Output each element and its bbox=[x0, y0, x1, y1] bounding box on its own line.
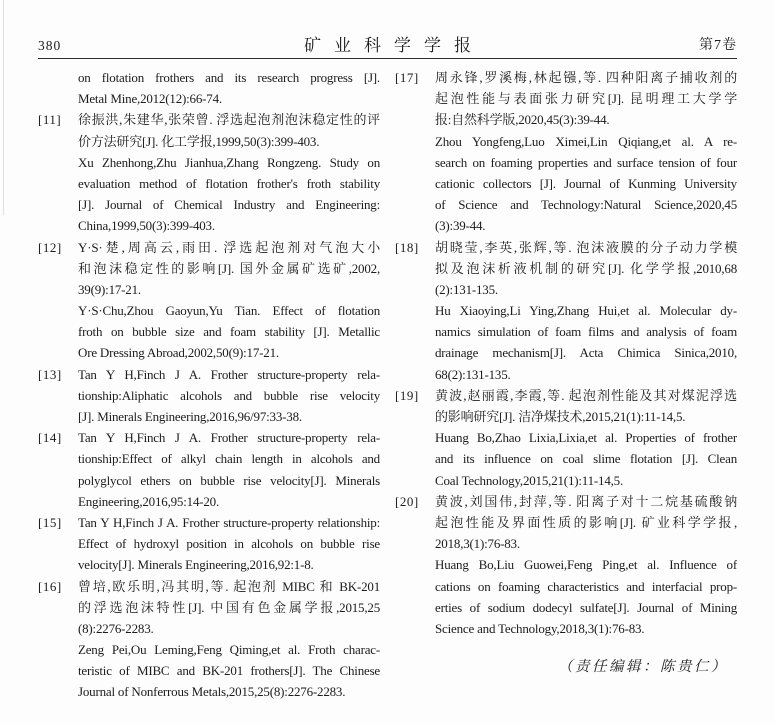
reference-line: 的影响研究[J]. 洁净煤技术,2015,21(1):11-14,5. bbox=[435, 409, 686, 424]
reference-line: search on foaming properties and surface tension of four bbox=[435, 154, 737, 170]
reference-line: cationic collectors [J]. Journal of Kunming University bbox=[435, 175, 737, 191]
reference-line: 39(9):17-21. bbox=[78, 281, 141, 297]
reference-line: of Science and Technology:Natural Science,2020,45 bbox=[435, 197, 737, 213]
reference-line: Coal Technology,2015,21(1):11-14,5. bbox=[435, 472, 624, 488]
reference-entry bbox=[38, 109, 380, 236]
reference-line: polyglycol ethers on bubble rise velocity[J]. Minerals bbox=[78, 472, 380, 488]
reference-line: 拟及泡沫析液机制的研究[J]. 化学学报,2010,68 bbox=[435, 260, 737, 276]
reference-line: Ore Dressing Abroad,2002,50(9):17-21. bbox=[78, 345, 279, 361]
reference-number: [12] bbox=[38, 239, 62, 255]
reference-entry bbox=[395, 491, 737, 639]
reference-line: 起泡性能与表面张力研究[J]. 昆明理工大学学 bbox=[435, 91, 737, 107]
reference-line: Tan Y H,Finch J A. Frother structure-property rela- bbox=[78, 430, 380, 446]
editor-note: （责任编辑：陈贵仁） bbox=[558, 659, 728, 675]
reference-entry bbox=[38, 427, 380, 512]
reference-line: Engineering,2016,95:14-20. bbox=[78, 493, 220, 509]
reference-line: Zhou Yongfeng,Luo Ximei,Lin Qiqiang,et al. A re- bbox=[435, 133, 737, 149]
reference-line: 68(2):131-135. bbox=[435, 366, 511, 382]
journal-title: 矿业科学学报 bbox=[304, 36, 484, 55]
reference-line: froth on bubble size and foam stability [J]. Metallic bbox=[78, 324, 380, 340]
reference-number: [16] bbox=[38, 578, 62, 594]
reference-line: 2018,3(1):76-83. bbox=[435, 536, 520, 552]
reference-line: Y·S·Chu,Zhou Gaoyun,Yu Tian. Effect of flotation bbox=[78, 303, 380, 319]
reference-line: tionship:Effect of alkyl chain length in alcohols and bbox=[78, 451, 380, 467]
reference-number: [20] bbox=[395, 493, 419, 509]
reference-line: Xu Zhenhong,Zhu Jianhua,Zhang Rongzeng. Study on bbox=[78, 154, 380, 170]
reference-line: [J]. Minerals Engineering,2016,96/97:33-38. bbox=[78, 409, 302, 424]
reference-line: [J]. Journal of Chemical Industry and Engineering: bbox=[78, 197, 380, 213]
reference-line: velocity[J]. Minerals Engineering,2016,92:1-8. bbox=[78, 557, 314, 573]
reference-line: (3):39-44. bbox=[435, 218, 486, 234]
reference-entry bbox=[38, 67, 380, 109]
reference-line: 价方法研究[J]. 化工学报,1999,50(3):399-403. bbox=[78, 133, 320, 149]
reference-line: 胡晓莹,李英,张辉,等. 泡沫液膜的分子动力学模 bbox=[435, 239, 737, 255]
reference-line: 和泡沫稳定性的影响[J]. 国外金属矿选矿,2002, bbox=[78, 260, 380, 276]
reference-line: Hu Xiaoying,Li Ying,Zhang Hui,et al. Molecular dy- bbox=[435, 303, 737, 319]
reference-line: Zeng Pei,Ou Leming,Feng Qiming,et al. Froth charac- bbox=[78, 642, 380, 658]
reference-number: [11] bbox=[38, 112, 62, 128]
reference-entry bbox=[395, 237, 737, 385]
reference-line: (8):2276-2283. bbox=[78, 620, 154, 636]
references-column-right bbox=[395, 67, 737, 703]
reference-line: evaluation method of flotation frother's froth stability bbox=[78, 175, 380, 191]
reference-number: [18] bbox=[395, 239, 419, 255]
reference-line: cations on foaming characteristics and interfacial prop- bbox=[435, 578, 737, 594]
page-header bbox=[38, 30, 737, 57]
reference-entry bbox=[38, 576, 380, 703]
reference-line: teristic of MIBC and BK-201 frothers[J]. The Chinese bbox=[78, 663, 380, 679]
reference-line: Science and Technology,2018,3(1):76-83. bbox=[435, 620, 645, 636]
reference-entry bbox=[38, 364, 380, 428]
reference-line: Effect of hydroxyl position in alcohols on bubble rise bbox=[78, 536, 380, 552]
reference-line: Y·S·楚,周高云,雨田. 浮选起泡剂对气泡大小 bbox=[78, 239, 380, 255]
page-number: 380 bbox=[38, 38, 62, 53]
reference-entry bbox=[395, 385, 737, 491]
reference-entry bbox=[395, 67, 737, 237]
reference-line: 周永锋,罗溪梅,林起镪,等. 四种阳离子捕收剂的 bbox=[435, 70, 737, 85]
reference-line: 黄波,赵丽霞,李霞,等. 起泡剂性能及其对煤泥浮选 bbox=[435, 387, 737, 403]
reference-entry bbox=[38, 512, 380, 576]
scan-edge-artifact bbox=[3, 0, 4, 215]
reference-line: on flotation frothers and its research progress [J]. bbox=[78, 70, 380, 85]
volume-label: 第7卷 bbox=[699, 38, 737, 53]
reference-number: [15] bbox=[38, 514, 62, 530]
reference-line: Metal Mine,2012(12):66-74. bbox=[78, 91, 222, 107]
reference-line: and its influence on coal slime flotation [J]. Clean bbox=[435, 451, 737, 467]
reference-number: [14] bbox=[38, 430, 62, 446]
reference-line: erties of sodium dodecyl sulfate[J]. Journal of Mining bbox=[435, 599, 737, 615]
reference-number: [17] bbox=[395, 70, 419, 85]
reference-line: Huang Bo,Zhao Lixia,Lixia,et al. Properties of frother bbox=[435, 430, 737, 446]
reference-line: namics simulation of foam films and analysis of foam bbox=[435, 324, 737, 340]
reference-line: Tan Y H,Finch J A. Frother structure-property relationship: bbox=[78, 514, 380, 530]
reference-line: 徐振洪,朱建华,张荣曾. 浮选起泡剂泡沫稳定性的评 bbox=[78, 112, 380, 128]
reference-line: 的浮选泡沫特性[J]. 中国有色金属学报,2015,25 bbox=[78, 599, 380, 615]
references-column-left bbox=[38, 67, 380, 703]
reference-entry bbox=[38, 237, 380, 364]
reference-line: tionship:Aliphatic alcohols and bubble rise velocity bbox=[78, 387, 380, 403]
reference-line: 报:自然科学版,2020,45(3):39-44. bbox=[435, 112, 610, 128]
reference-number: [19] bbox=[395, 387, 419, 403]
reference-line: (2):131-135. bbox=[435, 281, 498, 297]
reference-line: Huang Bo,Liu Guowei,Feng Ping,et al. Influence of bbox=[435, 557, 737, 573]
reference-line: Tan Y H,Finch J A. Frother structure-property rela- bbox=[78, 366, 380, 382]
reference-line: 起泡性能及界面性质的影响[J]. 矿业科学学报, bbox=[435, 514, 737, 530]
reference-line: Journal of Nonferrous Metals,2015,25(8):2276-2283. bbox=[78, 684, 346, 700]
reference-line: China,1999,50(3):399-403. bbox=[78, 218, 215, 234]
header-rule bbox=[38, 58, 737, 59]
reference-line: 黄波,刘国伟,封萍,等. 阳离子对十二烷基硫酸钠 bbox=[435, 493, 737, 509]
reference-number: [13] bbox=[38, 366, 62, 382]
references-section bbox=[38, 67, 737, 703]
reference-line: 曾培,欧乐明,冯其明,等. 起泡剂 MIBC 和 BK-201 bbox=[78, 578, 380, 594]
reference-line: drainage mechanism[J]. Acta Chimica Sinica,2010, bbox=[435, 345, 737, 361]
